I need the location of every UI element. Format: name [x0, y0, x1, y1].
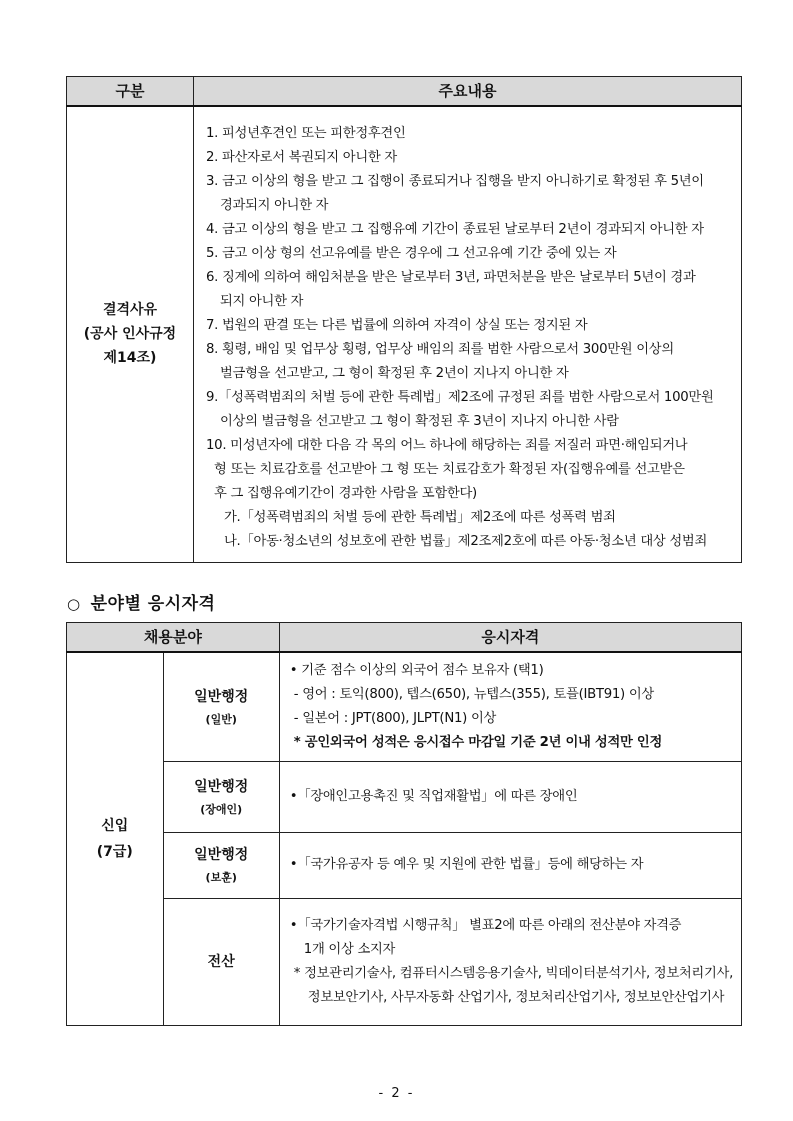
category-grade: (7급): [96, 843, 133, 860]
table-header-row: [67, 77, 742, 106]
category-ref-1: (공사 인사규정: [83, 326, 177, 342]
field-note: (장애인): [200, 802, 243, 816]
field-note: (일반): [205, 712, 237, 726]
category-label: 결격사유: [102, 302, 158, 318]
table-row: [67, 898, 742, 1025]
qualification-cell: [279, 832, 741, 898]
table-header-row: [67, 623, 742, 652]
qualification-line: •「국가기술자격법 시행규칙」 별표2에 따른 아래의 전산분야 자격증: [289, 917, 682, 933]
list-item: 10. 미성년자에 대한 다음 각 목의 어느 하나에 해당하는 죄를 저질러 파면·해임되거나 형 또는 치료감호를 선고받아 그 형 또는 치료감호가 확정된 자(집행유예를 선고받은 후 그 집행유예기간이 경과한 사람을 포함한다): [206, 437, 688, 501]
qualification-line: 정보보안기사, 사무자동화 산업기사, 정보처리산업기사, 정보보안산업기사: [307, 989, 725, 1005]
list-item: 1. 피성년후견인 또는 피한정후견인: [206, 125, 406, 141]
header-main-content: 주요내용: [194, 77, 742, 106]
qualification-line: * 정보관리기술사, 컴퓨터시스템응용기술사, 빅데이터분석기사, 정보처리기사,: [293, 965, 733, 981]
list-item: 6. 징계에 의하여 해임처분을 받은 날로부터 3년, 파면처분을 받은 날로부터 5년이 경과 되지 아니한 자: [206, 269, 696, 309]
category-cell: [67, 652, 164, 1026]
category-label: 신입: [101, 817, 129, 834]
list-item: 4. 금고 이상의 형을 받고 그 집행유예 기간이 종료된 날로부터 2년이 경과되지 아니한 자: [206, 221, 704, 237]
table-row: [67, 106, 742, 563]
category-cell: [67, 106, 194, 563]
section-title: 분야별 응시자격: [90, 594, 216, 614]
list-item: 8. 횡령, 배임 및 업무상 횡령, 업무상 배임의 죄를 범한 사람으로서 300만원 이상의 벌금형을 선고받고, 그 형이 확정된 후 2년이 지나지 아니한 자: [206, 341, 674, 381]
qualification-line: •「장애인고용촉진 및 직업재활법」에 따른 장애인: [289, 788, 578, 804]
qualification-line: 1개 이상 소지자: [303, 941, 396, 957]
qualification-line: - 영어 : 토익(800), 텝스(650), 뉴텝스(355), 토플(IBT91) 이상: [293, 686, 654, 702]
qualification-table: [66, 622, 742, 1026]
qualification-note: * 공인외국어 성적은 응시접수 마감일 기준 2년 이내 성적만 인정: [293, 734, 662, 750]
list-item: 9.「성폭력범죄의 처벌 등에 관한 특례법」제2조에 규정된 죄를 범한 사람으로서 100만원 이상의 벌금형을 선고받고 그 형이 확정된 후 3년이 지나지 아니한 사람: [206, 389, 714, 429]
category-ref-2: 제14조): [103, 350, 157, 366]
header-recruit-field: 채용분야: [67, 623, 280, 652]
table-row: [67, 832, 742, 898]
qualification-line: •「국가유공자 등 예우 및 지원에 관한 법률」등에 해당하는 자: [289, 857, 644, 872]
table-row: [67, 761, 742, 832]
qualification-cell: [279, 652, 741, 762]
field-name: 일반행정: [194, 778, 249, 795]
field-cell: [163, 652, 279, 762]
field-cell: [163, 761, 279, 832]
field-note: (보훈): [205, 871, 237, 884]
table-row: [67, 652, 742, 762]
sub-item: 나.「아동·청소년의 성보호에 관한 법률」제2조제2호에 따른 아동·청소년 대상 성범죄: [224, 533, 708, 549]
list-item: 3. 금고 이상의 형을 받고 그 집행이 종료되거나 집행을 받지 아니하기로 확정된 후 5년이 경과되지 아니한 자: [206, 173, 704, 213]
field-name: 일반행정: [194, 847, 249, 863]
field-name: 일반행정: [194, 688, 249, 705]
field-cell: [163, 832, 279, 898]
list-item: 5. 금고 이상 형의 선고유예를 받은 경우에 그 선고유예 기간 중에 있는 자: [206, 245, 617, 261]
qualification-cell: [279, 898, 741, 1025]
qualification-line: • 기준 점수 이상의 외국어 점수 보유자 (택1): [289, 662, 544, 678]
header-qualification: 응시자격: [279, 623, 741, 652]
qualification-cell: [279, 761, 741, 832]
qualification-line: - 일본어 : JPT(800), JLPT(N1) 이상: [293, 710, 497, 726]
list-item: 7. 법원의 판결 또는 다른 법률에 의하여 자격이 상실 또는 정지된 자: [206, 317, 588, 333]
field-cell: [163, 898, 279, 1025]
field-name: 전산: [207, 953, 235, 970]
circle-bullet-icon: ○: [67, 595, 81, 613]
sub-item: 가.「성폭력범죄의 처벌 등에 관한 특례법」제2조에 따른 성폭력 범죄: [224, 509, 616, 525]
disqualification-table: [66, 76, 742, 563]
header-category: 구분: [67, 77, 194, 106]
content-cell: [194, 106, 742, 563]
page-number: - 2 -: [378, 1086, 415, 1101]
section-heading: [67, 589, 215, 614]
list-item: 2. 파산자로서 복권되지 아니한 자: [206, 149, 397, 165]
